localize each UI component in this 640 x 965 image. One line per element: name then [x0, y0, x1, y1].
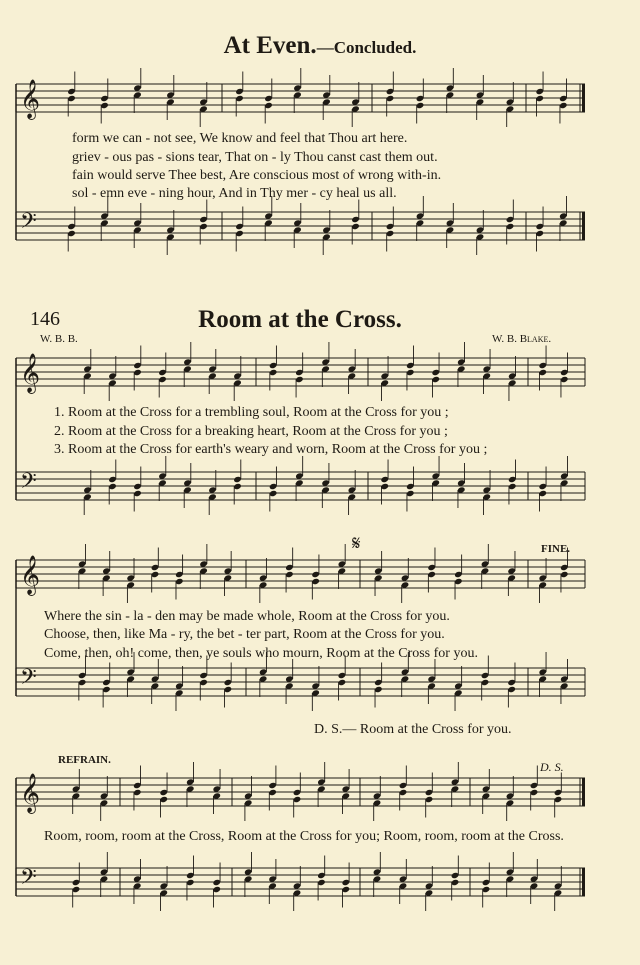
bass-clef-icon: 𝄢 [20, 665, 37, 695]
title-suffix: —Concluded. [316, 38, 417, 57]
lyric-line-1: form we can - not see, We know and feel that Thou art here. [72, 131, 408, 146]
bass-clef-icon: 𝄢 [20, 209, 37, 239]
ds-line: D. S.— Room at the Cross for you. [314, 722, 512, 737]
verse-line-3: 3. Room at the Cross for earth's weary and worn, Room at the Cross for you ; [54, 442, 488, 457]
final-barline-thick [582, 212, 585, 240]
words-credit: W. B. B. [40, 333, 78, 345]
treble-clef-icon: 𝄞 [20, 555, 41, 595]
treble-clef-icon: 𝄞 [20, 773, 41, 813]
final-barline-thick [582, 868, 585, 896]
verse-line-2: 2. Room at the Cross for a breaking heart, Room at the Cross for you ; [54, 424, 448, 439]
hymn-number: 146 [30, 308, 60, 330]
music-credit: W. B. Blake. [492, 333, 552, 345]
lyric-line-3: fain would serve Thee best, Are conscious most of wrong with-in. [72, 168, 442, 183]
fine-marking: FINE. [541, 543, 571, 555]
treble-clef-icon: 𝄞 [20, 353, 41, 393]
treble-clef-icon: 𝄞 [20, 79, 41, 119]
final-barline-thick [582, 778, 585, 806]
chorus-line-1: Where the sin - la - den may be made whole, Room at the Cross for you. [44, 609, 450, 624]
hymn-title-room-at-the-cross: Room at the Cross. [198, 306, 402, 333]
lyric-line-2: griev - ous pas - sions tear, That on - ly Thou canst cast them out. [72, 150, 438, 165]
chorus-line-2: Choose, then, like Ma - ry, the bet - ter part, Room at the Cross for you. [44, 627, 445, 642]
final-barline-thick [582, 84, 585, 112]
refrain-label: REFRAIN. [58, 754, 111, 766]
hymn-title-at-even [0, 32, 640, 60]
title-main: At Even. [223, 32, 317, 59]
bass-clef-icon: 𝄢 [20, 865, 37, 895]
segno-sign: 𝄋 [352, 533, 361, 555]
chorus-line-3: Come, then, oh! come, then, ye souls who mourn, Room at the Cross for you. [44, 646, 478, 661]
lyric-line-4: sol - emn eve - ning hour, And in Thy mer - cy heal us all. [72, 186, 397, 201]
verse-line-1: 1. Room at the Cross for a trembling soul, Room at the Cross for you ; [54, 405, 449, 420]
ds-label: D. S. [540, 760, 564, 774]
refrain-text: Room, room, room at the Cross, Room at the Cross for you; Room, room, room at the Cross. [44, 829, 564, 844]
bass-clef-icon: 𝄢 [20, 469, 37, 499]
